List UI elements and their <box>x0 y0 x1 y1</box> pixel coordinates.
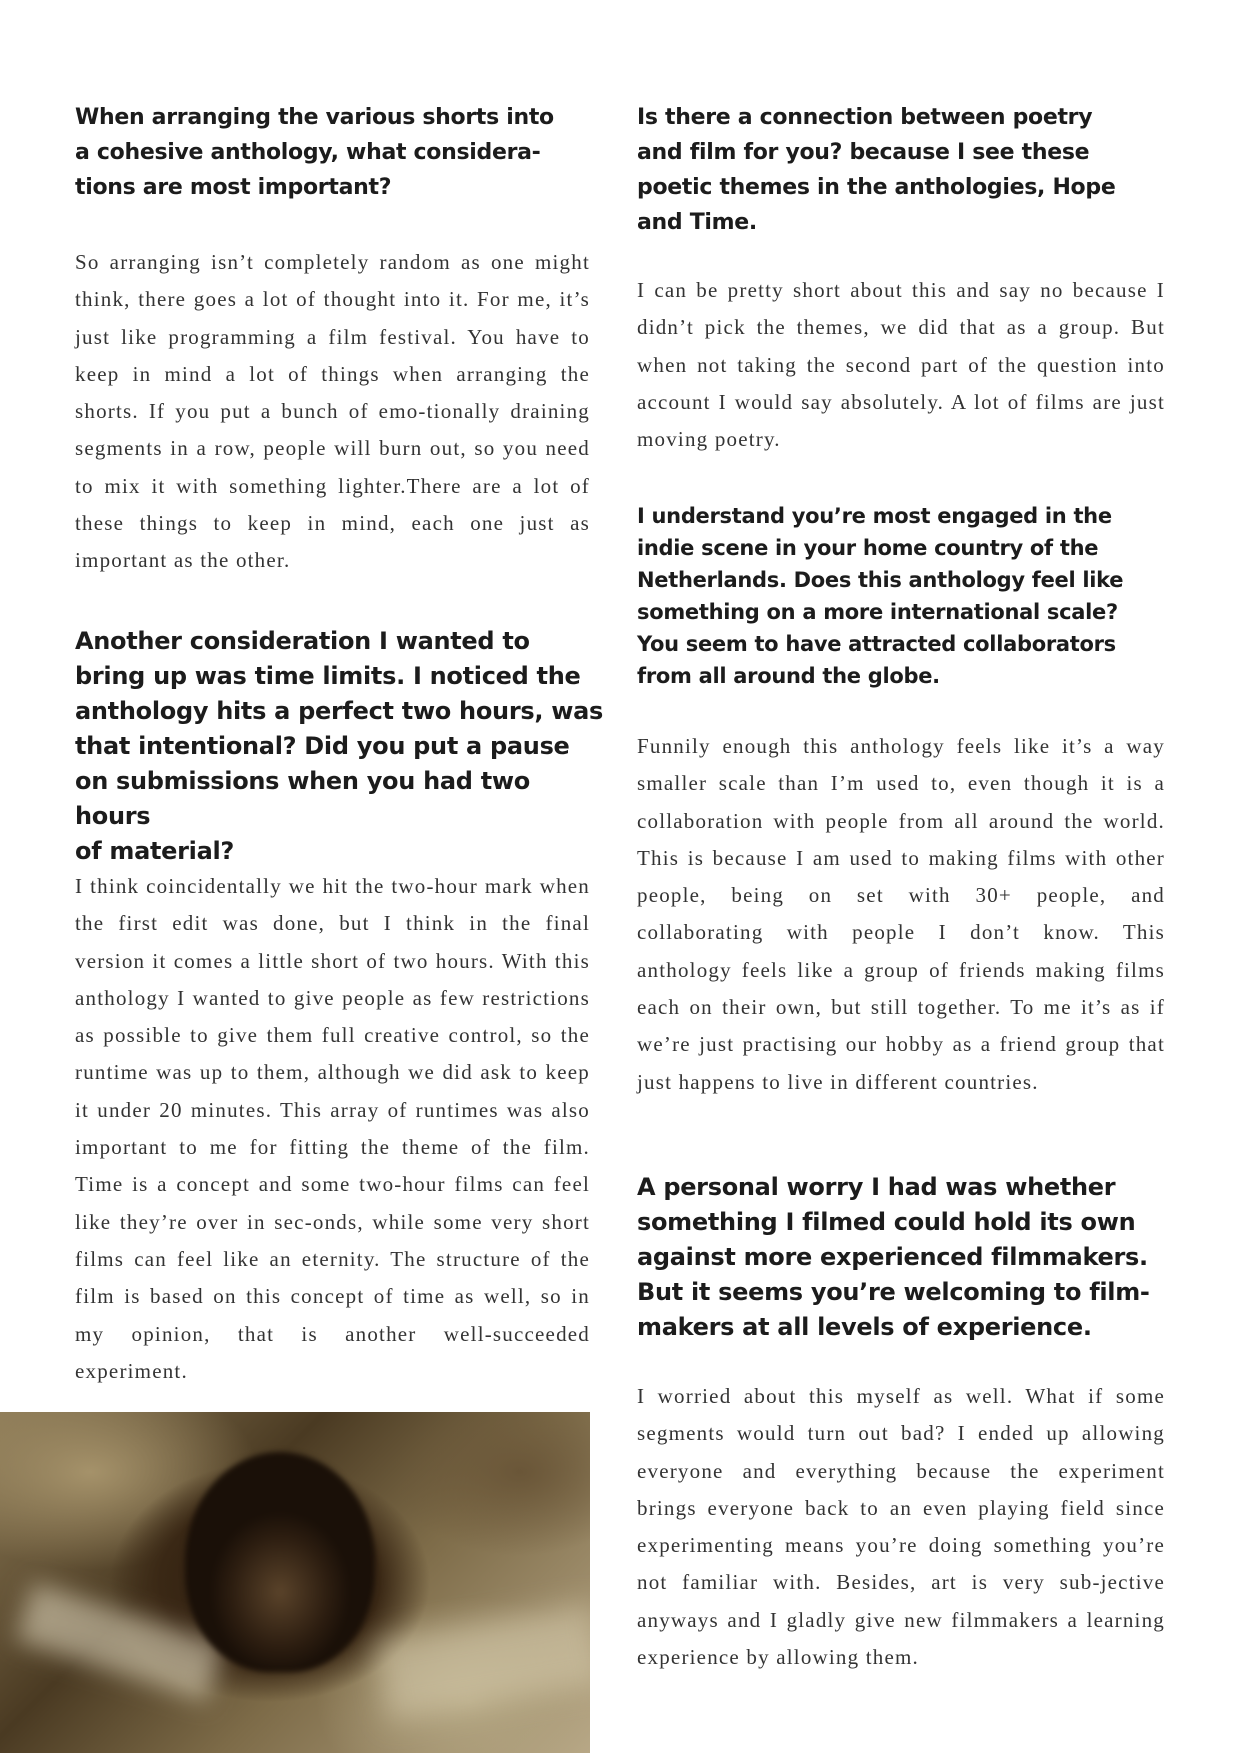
answer-poetry: I can be pretty short about this and say no because I didn’t pick the themes, we did that as a group. But when not taking the second part of the question into account I would say absolutely. A lot of films are just moving poetry. <box>637 278 1165 452</box>
blurred-face <box>185 1452 375 1672</box>
film-still-image <box>0 1412 590 1753</box>
question-experience: A personal worry I had was whether something I filmed could hold its own against more experienced filmmakers. But it seems you’re welcoming to film- makers at all levels of experience. <box>637 1173 1150 1341</box>
answer-experience: I worried about this myself as well. What if some segments would turn out bad? I ended up allowing everyone and everything because the experiment brings everyone back to an even playing field since experimenting means you’re doing something you’re not familiar with. Besides, art is very sub-jective anyways and I gladly give new filmmakers a learning experience by allowing them. <box>637 1384 1165 1670</box>
answer-time-limits: I think coincidentally we hit the two-hour mark when the first edit was done, but I think in the final version it comes a little short of two hours. With this anthology I wanted to give people as few restrictions as possible to give them full creative control, so the runtime was up to them, although we did ask to keep it under 20 minutes. This array of runtimes was also important to me for fitting the theme of the film. Time is a concept and some two-hour films can feel like they’re over in sec-onds, while some very short films can feel like an eternity. The structure of the film is based on this concept of time as well, so in my opinion, that is another well-succeeded experiment. <box>75 874 590 1383</box>
answer-international: Funnily enough this anthology feels like it’s a way smaller scale than I’m used to, even though it is a collaboration with people from all around the world. This is because I am used to making films with other people, being on set with 30+ people, and collaborating with people I don’t know. This anthology feels like a group of friends making films each on their own, but still together. To me it’s as if we’re just practising our hobby as a friend group that just happens to live in different countries. <box>637 734 1165 1094</box>
question-poetry: Is there a connection between poetry and film for you? because I see these poetic themes in the anthologies, Hope and Time. <box>637 105 1116 235</box>
question-international: I understand you’re most engaged in the indie scene in your home country of the Netherlands. Does this anthology feel like something on a more international scale? You seem to have attracted collaborators from all around the globe. <box>637 504 1124 688</box>
question-arranging: When arranging the various shorts into a cohesive anthology, what considera- tions are most important? <box>75 105 554 200</box>
answer-arranging: So arranging isn’t completely random as one might think, there goes a lot of thought into it. For me, it’s just like programming a film festival. You have to keep in mind a lot of things when arranging the shorts. If you put a bunch of emo-tionally draining segments in a row, people will burn out, so you need to mix it with something lighter.There are a lot of these things to keep in mind, each one just as important as the other. <box>75 250 590 573</box>
question-time-limits: Another consideration I wanted to bring up was time limits. I noticed the anthology hits a perfect two hours, was that intentional? Did you put a pause on submissions when you had two hours of material? <box>75 627 603 865</box>
image-glare-secondary <box>375 1604 590 1721</box>
